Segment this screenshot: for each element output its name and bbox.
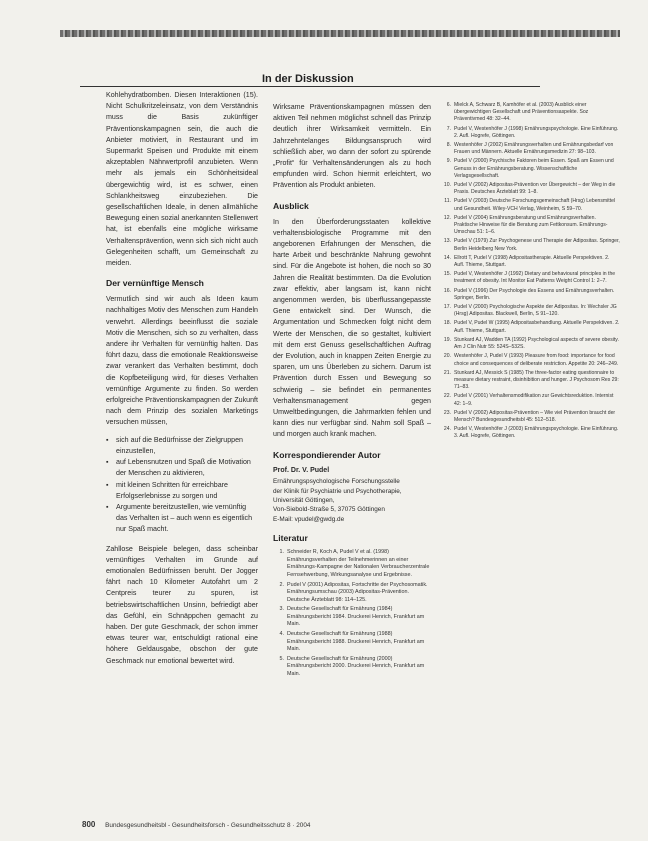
body-paragraph: Vermutlich sind wir auch als Ideen kaum nachhaltiges Motiv des Menschen zum Handeln verwehrt. Allerdings beeinflusst die soziale Motiv die Menschen, sich so zu verhalten, dass andere ihr Verhalten für vernünftig halten. Das führt dazu, dass die emotionale Reaktionsweise zwar verankert das Verhalten bestimmt, doch die Kopfbeteiligung wird, für dieses Verhalten vernünftige Argumente zu finden. So werden erfolgreiche Präventionskampagnen der Zukunft nach dem Prinzip des sozialen Marketings versuchen müssen,	[106, 295, 258, 427]
body-paragraph: Wirksame Präventionskampagnen müssen den aktiven Teil nehmen möglichst schnell das Prinzip deutlich ihrer Wirksamkeit vermitteln. Ein Jahrzehntelanges Bildungsanspruch wird schließlich aber, wo dann der sofort zu spürende „Profit“ für Verhaltensänderungen als zu hoch empfunden wird. Schon hiermit erleichtert, wo Prävention als Produkt anbieten.	[273, 103, 431, 190]
reference-number: 4.	[279, 631, 284, 638]
reference-item	[440, 182, 620, 196]
bullet-item: ▪ Argumente bereitzustellen, wie vernünftig das Verhalten ist – auch wenn es eigentlich nur Spaß macht.	[106, 502, 258, 536]
reference-number: 16.	[443, 287, 451, 294]
reference-text: Pudel V (1979) Zur Psychogenese und Therapie der Adipositas. Springer, Berlin Heidelberg New York.	[454, 238, 620, 252]
reference-text: Ellrott T, Pudel V (1998) Adipositastherapie. Aktuelle Perspektiven. 2. Aufl. Thieme, Stuttgart.	[454, 254, 610, 269]
reference-text: Pudel V (2001) Verhaltensmodifikation zur Gewichtsreduktion. Internist 42: 1–9.	[454, 393, 614, 407]
body-paragraph: Kohlehydratbomben. Diesen Interaktionen (15). Nicht Schulkritzeleinsatz, von dem Verständnis muss die Basis zukünftiger Präventionskampagnen sein, die auch die Anbieter motiviert, in Restaurant und im Supermarkt Speisen und Produkte mit einem akzeptablen Nährwertprofil anzubieten. Wenn mehr als jemals ein Schönheitsideal übergewichtig wird, ist es schwer, einen Schlankheitsweg einzubeziehen. Die gesellschaftlichen Ideale, in denen allmähliche Bewegung einen sozial anerkannten Stellenwert hat, ist ebenfalls eine mögliche wirksame Verhaltensprävention, wenn sich sich nicht auch Gelegenheiten schafft, um Gemeinschaft zu meiden.	[106, 91, 258, 268]
subheading-korrespondierender-autor: Korrespondierender Autor	[273, 449, 381, 460]
reference-item	[440, 271, 620, 285]
page-footer	[82, 820, 310, 829]
bullet-item: ▪ sich auf die Bedürfnisse der Zielgruppen einzustellen,	[106, 435, 258, 457]
reference-text: Mielck A, Schwarz B, Kamhöfer et al. (2003) Ausblick einer übergewichtigen Gesellschaft und Präventionsaspekte. Soz Präventivmed 48: 32–44.	[454, 102, 589, 123]
body-paragraph: In den Überforderungsstaaten kollektive verhaltensbiologische Programme mit den angeborenen Erfahrungen der Menschen, die harte Arbeit und beschränkte Nahrung gewohnt sind. Für die Angebote ist hohen, die noch so 30 Jahren die Realität bestimmten. Da die Evolution zwar effektiv, aber langsam ist, kann nicht angenommen werden, bis überflussangepasste Gene entwickelt sind. Der Wunsch, die Argumentation und Schmecken folgt nicht dem Werte der Menschen, die so gestaltet, kultiviert mit dem erst Genuss gesellschaftlichen Auftrag der Evolution, auch in knappen Zeiten Energie zu sparen, um uns Überleben zu sichern. Darum ist Prävention durch Essen und Bewegung so schwierig – sie befindet ein permanentes Verhaltensmanagement gegen Umweltbedingungen, die Jahrmarkten fehlen und kann dies nur verfügbar sind. Nahm soll Spaß – und morgen auch krank machen.	[273, 217, 431, 439]
reference-item	[273, 631, 431, 654]
reference-text: Pudel V (2000) Psychische Faktoren beim Essen. Spaß am Essen und Genuss in der Ernährungsberatung. Wissenschaftliche Verlagsgesellschaft.	[454, 158, 614, 179]
reference-item	[440, 158, 620, 180]
page-number: 800	[82, 820, 96, 829]
reference-number: 7.	[446, 125, 451, 132]
reference-number: 3.	[279, 606, 284, 613]
reference-number: 19.	[443, 336, 451, 343]
reference-text: Pudel V (2003) Deutsche Forschungsgemeinschaft (Hrsg) Lebensmittel und Gesundheit. Wiley-VCH Verlag, Weinheim, S 59–70.	[454, 198, 616, 212]
subheading-vernuenftige-mensch: Der vernünftige Mensch	[106, 278, 204, 289]
reference-text: Pudel V, Westenhöfer J (2003) Ernährungspsychologie. Eine Einführung. 3. Aufl. Hogrefe, Göttingen.	[454, 426, 619, 440]
section-rule	[80, 86, 540, 87]
reference-list	[440, 102, 620, 441]
reference-item	[440, 320, 620, 334]
reference-text: Pudel V (2004) Ernährungsberatung und Ernährungsverhalten. Praktische Hinweise für die Beratung zum Fettkonsum. Ernährungs-Umschau 51: 1–6.	[454, 214, 608, 236]
column-middle	[273, 102, 431, 681]
reference-number: 9.	[446, 158, 451, 165]
reference-item	[273, 656, 431, 679]
reference-text: Westenhöfer J, Pudel V (1993) Pleasure from food: importance for food choice and consequences of deliberate restriction. Appetite 20: 246–249.	[454, 353, 619, 367]
reference-item	[440, 238, 620, 252]
subheading-literatur: Literatur	[273, 533, 308, 544]
reference-item	[273, 549, 431, 579]
reference-item	[440, 337, 620, 351]
journal-citation: Bundesgesundheitsbl - Gesundheitsforsch - Gesundheitsschutz 8 · 2004	[105, 822, 311, 829]
reference-item	[440, 255, 620, 269]
reference-item	[440, 198, 620, 212]
subheading-ausblick: Ausblick	[273, 200, 309, 211]
reference-text: Pudel V (2002) Adipositas-Prävention vor Übergewicht – der Weg in die Praxis. Deutsches Ärzteblatt 99: 1–8.	[454, 182, 616, 196]
reference-item	[440, 215, 620, 237]
body-paragraph: Zahllose Beispiele belegen, dass scheinbar vernünftiges Verhalten im Grunde auf emotionalen Bedürfnissen beruht. Der Jogger fährt nach 10 Kilometer Autofahrt um 2 Centpreis teurer zu spuren, ist betriebswirtschaftlichen Unsinn, befriedigt aber das Gefühl, ein Schnäppchen gemacht zu haben. Der gute Geschmack, der schon immer etwas teurer war, entschuldigt rational eine höhere Geldausgabe, obschon der gute Geschmack nur emotional bewertet wird.	[106, 544, 258, 665]
reference-number: 14.	[443, 254, 451, 261]
column-left	[106, 90, 258, 667]
reference-text: Westenhöfer J (2002) Ernährungsverhalten und Ernährungsbedarf von Frauen und Männern. Aktuelle Ernährungsmedizin 27: 98–103.	[454, 142, 614, 156]
reference-item	[440, 393, 620, 407]
reference-number: 20.	[443, 353, 451, 360]
reference-text: Pudel V, Pudel W (1995) Adipositasbehandlung. Aktuelle Perspektiven. 2. Aufl. Thieme, Stuttgart.	[454, 320, 620, 334]
reference-item	[440, 126, 620, 140]
reference-text: Pudel V (2001) Adipositas, Fortschritte der Psychosomatik. Ernährungsumschau (2003) Adipositas-Prävention. Deutsche Ärzteblatt 98: 114–125.	[287, 581, 428, 603]
reference-text: Pudel V (1996) Der Psychologie des Essens und Ernährungsverhalten. Springer, Berlin.	[454, 287, 615, 301]
reference-number: 13.	[443, 238, 451, 245]
reference-item	[273, 582, 431, 605]
reference-number: 10.	[443, 182, 451, 189]
reference-number: 6.	[446, 102, 451, 108]
reference-number: 24.	[443, 426, 451, 433]
reference-number: 1.	[279, 549, 284, 556]
reference-text: Pudel V (2002) Adipositas-Prävention – Wie viel Prävention braucht der Mensch? Bundesgesundheitsbl 45: 512–518.	[454, 409, 616, 423]
reference-number: 21.	[443, 369, 451, 376]
author-line: Universität Göttingen,	[273, 496, 335, 504]
reference-text: Deutsche Gesellschaft für Ernährung (1984) Ernährungsbericht 1984. Druckerei Henrich, Frankfurt am Main.	[287, 606, 425, 628]
reference-number: 22.	[443, 393, 451, 400]
scan-edge-bar	[60, 30, 620, 37]
reference-list	[273, 549, 431, 679]
reference-number: 18.	[443, 320, 451, 327]
reference-number: 11.	[444, 198, 451, 205]
section-title: In der Diskussion	[262, 73, 354, 85]
reference-number: 2.	[279, 581, 284, 588]
reference-number: 17.	[443, 304, 451, 311]
author-line: Von-Siebold-Straße 5, 37075 Göttingen	[273, 506, 385, 514]
reference-number: 12.	[443, 214, 451, 221]
author-email: E-Mail: vpudel@gwdg.de	[273, 515, 345, 523]
reference-item	[440, 102, 620, 124]
reference-item	[440, 142, 620, 156]
bullet-item: ▪ mit kleinen Schritten für erreichbare Erfolgserlebnisse zu sorgen und	[106, 480, 258, 502]
reference-text: Deutsche Gesellschaft für Ernährung (1988) Ernährungsbericht 1988. Druckerei Henrich, Frankfurt am Main.	[287, 631, 425, 653]
reference-number: 5.	[279, 655, 284, 662]
reference-text: Stunkard AJ, Messick S (1985) The three-factor eating questionnaire to measure dietary restraint, disinhibition and hunger. J Psychosom Res 29: 71–83.	[454, 369, 619, 391]
bullet-list	[106, 435, 258, 536]
reference-item	[273, 606, 431, 629]
reference-number: 23.	[443, 409, 451, 416]
reference-number: 8.	[446, 142, 451, 149]
author-line: Ernährungspsychologische Forschungsstelle	[273, 478, 400, 486]
reference-text: Schneider R, Koch A, Pudel V et al. (1998) Ernährungsverhalten der Teilnehmerinnen an einer Ernährungs-Kampagne der Nationalen Verbraucherzentrale Fernsehwerbung, Wirkungsanalyse und Ergebnisse.	[287, 549, 430, 578]
author-address	[273, 466, 431, 524]
reference-number: 15.	[443, 271, 451, 278]
reference-item	[440, 370, 620, 392]
reference-text: Pudel V, Westenhöfer J (1992) Dietary and behavioural principles in the treatment of obesity. Int Monitor Eat Patterns Weight Control 1: 2–7.	[454, 271, 616, 285]
reference-item	[440, 288, 620, 302]
reference-text: Pudel V, Westenhöfer J (1998) Ernährungspsychologie. Eine Einführung. 2. Aufl. Hogrefe, Göttingen.	[454, 125, 619, 139]
reference-item	[440, 410, 620, 424]
bullet-item: ▪ auf Lebensnutzen und Spaß die Motivation der Menschen zu aktivieren,	[106, 457, 258, 479]
reference-text: Pudel V (2000) Psychologische Aspekte der Adipositas. In: Wechsler JG (Hrsg) Adipositas. Blackwell, Berlin, S 91–120.	[454, 304, 617, 318]
column-right	[440, 102, 620, 443]
reference-text: Stunkard AJ, Wadden TA (1992) Psychological aspects of severe obesity. Am J Clin Nutr 55: 524S–532S.	[454, 336, 619, 351]
reference-item	[440, 353, 620, 367]
author-name: Prof. Dr. V. Pudel	[273, 466, 330, 474]
author-line: der Klinik für Psychiatrie und Psychotherapie,	[273, 487, 402, 495]
reference-item	[440, 426, 620, 440]
reference-text: Deutsche Gesellschaft für Ernährung (2000) Ernährungsbericht 2000. Druckerei Henrich, Frankfurt am Main.	[287, 655, 425, 678]
reference-item	[440, 304, 620, 318]
